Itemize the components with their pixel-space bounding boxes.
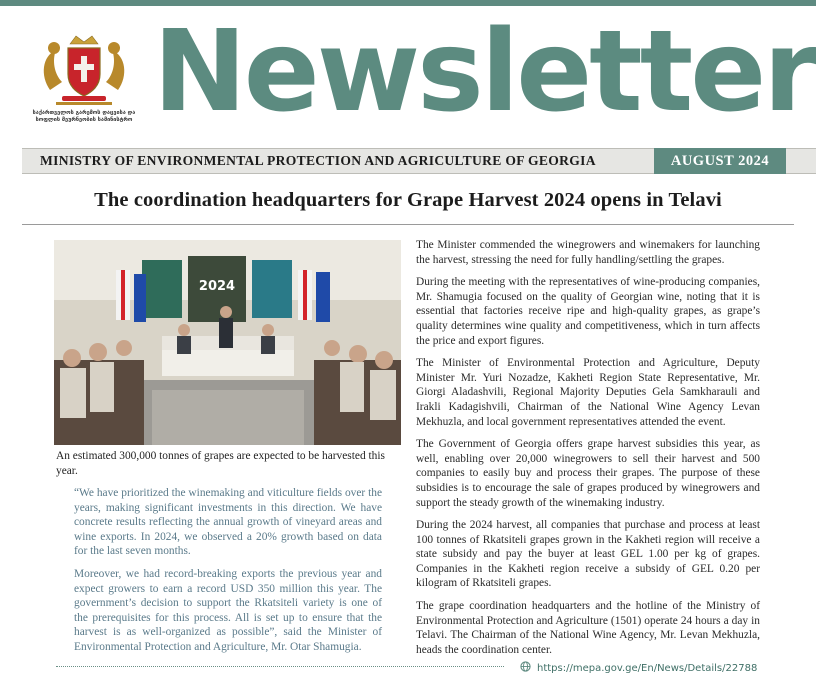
banner-text: 2024: [198, 279, 236, 294]
photo-caption: An estimated 300,000 tonnes of grapes are expected to be harvested this year.: [56, 450, 385, 477]
article-body: [416, 238, 760, 665]
source-link[interactable]: [520, 658, 757, 676]
body-paragraph: The Government of Georgia offers grape harvest subsidies this year, as well, enabling over 20,000 winegrowers to sell their harvest and 500 companies to easily buy and process their grapes. The purpose of these subsidies is to encourage the sale of grapes produced by winegrowers and support the steady growth of the winemaking industry.: [416, 438, 760, 509]
emblem-caption: საქართველოს გარემოს დაცვისა და სოფლის მეურნეობის სამინისტრო: [32, 110, 136, 123]
issue-band: [0, 148, 816, 174]
globe-icon: [520, 661, 531, 672]
ministry-name: MINISTRY OF ENVIRONMENTAL PROTECTION AND AGRICULTURE OF GEORGIA: [40, 153, 596, 168]
body-paragraph: During the meeting with the representatives of wine-producing companies, Mr. Shamugia focused on the quality of Georgian wine, noting that it is essential that factories receive ripe and high-quality grapes, as grape’s quality determines wine quality and competitiveness, which in turn affects the price and export figures.: [416, 276, 760, 347]
quote-paragraph: “We have prioritized the winemaking and viticulture fields over the years, making significant investments in this direction. We have concrete results reflecting the annual growth of vineyard areas and wine exports. In 2024, we observed a 20% growth based on data for the last seven months.: [74, 487, 382, 558]
coat-of-arms-logo: [36, 30, 132, 108]
article-headline: The coordination headquarters for Grape Harvest 2024 opens in Telavi: [94, 189, 722, 211]
issue-date-badge: AUGUST 2024: [654, 148, 786, 174]
body-paragraph: During the 2024 harvest, all companies that purchase and process at least 100 tonnes of Rkatsiteli grapes grown in the Kakheti region will receive a state subsidy and pay the buyer at least GEL 1.00 per kg of grapes. Companies in the Kakheti region receive a subsidy of GEL 0.20 per kilogram of Rkatsiteli grapes.: [416, 519, 760, 590]
masthead-title: Newsletter: [153, 7, 816, 137]
band-tail: [786, 148, 816, 174]
quote-paragraph: Moreover, we had record-breaking exports the previous year and expect growers to earn a record USD 350 million this year. The government’s decision to support the Rkatsiteli variety is one of the prerequisites for this process. All is set up to ensure that the harvest is as well-organized as possible”, said the Minister of Environmental Protection and Agriculture, Mr. Otar Shamugia.: [74, 567, 382, 653]
event-photo: [54, 240, 401, 445]
body-paragraph: The Minister of Environmental Protection and Agriculture, Deputy Minister Mr. Yuri Nozadze, Kakheti Region State Representative, Mr. Giorgi Aladashvili, Regional Majority Deputies Gela Samkharauli and Irakli Kadagishvili, Chairman of the National Wine Agency Levan Mekhuzla, and local government representatives attended the event.: [416, 357, 760, 428]
minister-quote: [74, 486, 382, 663]
headline-divider: [22, 224, 794, 225]
body-paragraph: The Minister commended the winegrowers and winemakers for launching the harvest, stressing the need for fully handling/settling the grapes.: [416, 239, 760, 266]
footer-divider: [56, 666, 504, 667]
source-url[interactable]: https://mepa.gov.ge/En/News/Details/22788: [537, 663, 758, 674]
body-paragraph: The grape coordination headquarters and the hotline of the Ministry of Environmental Protection and Agriculture (1501) operate 24 hours a day in Telavi. The Chairman of the National Wine Agency, Mr. Levan Mekhuzla, heads the coordination center.: [416, 600, 760, 656]
